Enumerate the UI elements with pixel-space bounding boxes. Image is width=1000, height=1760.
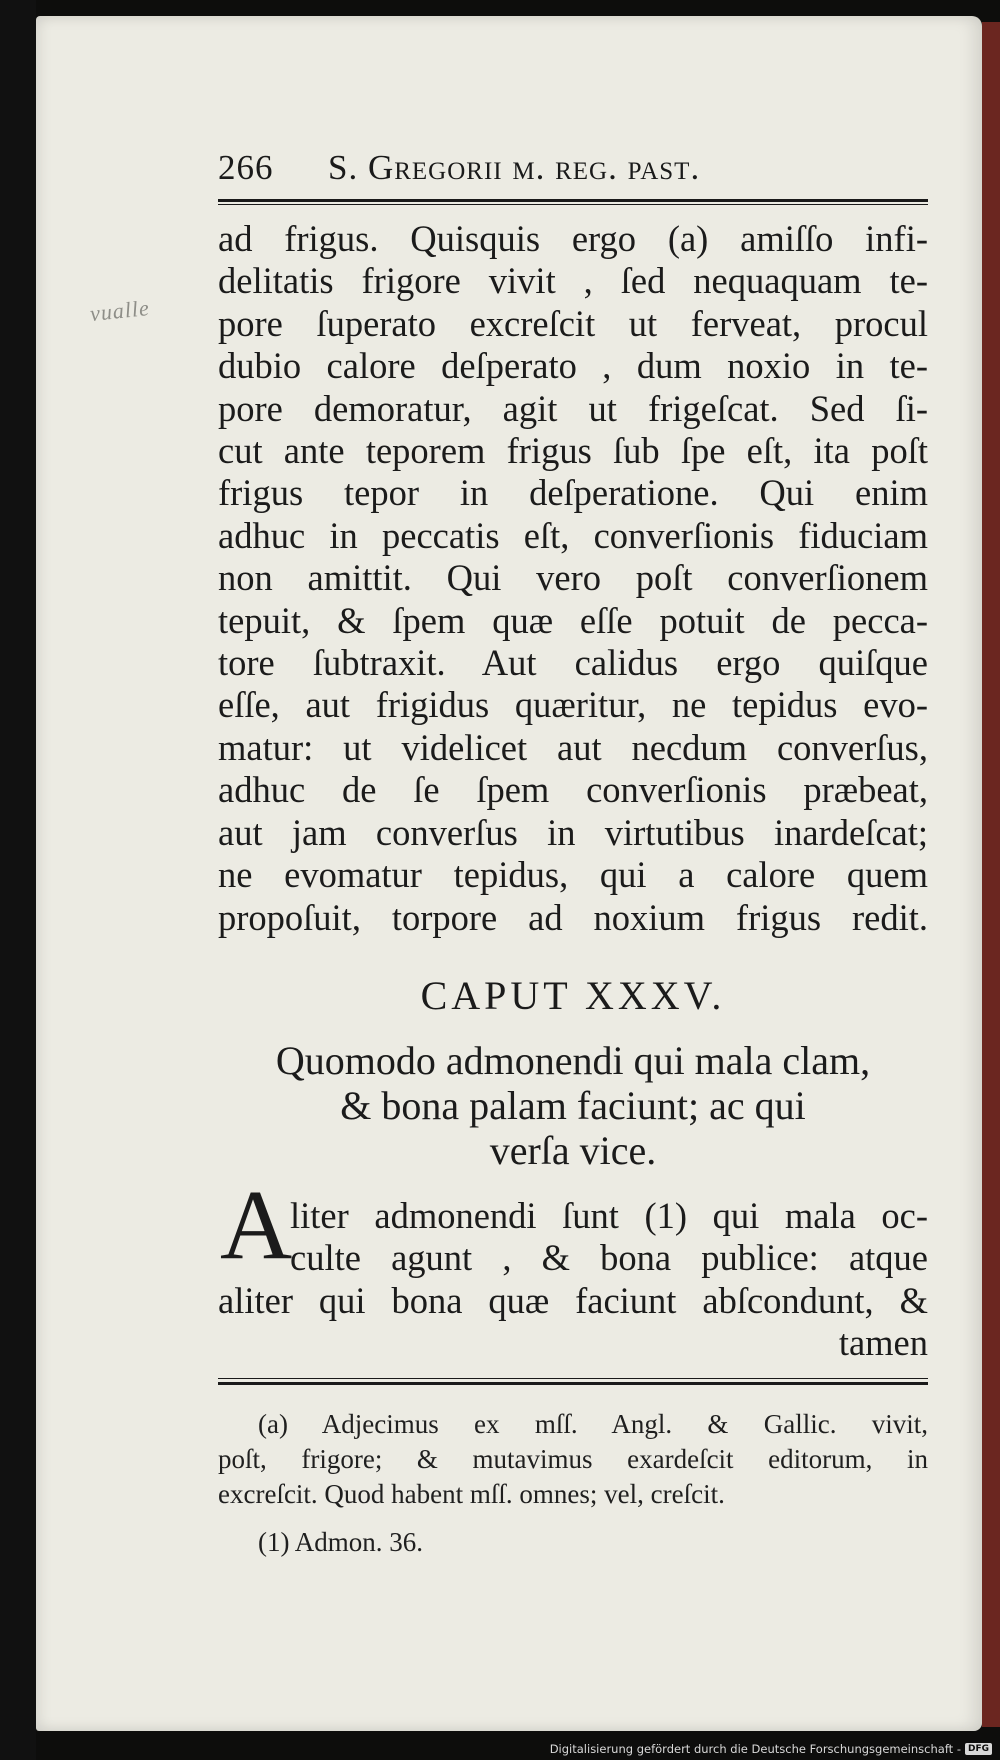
footnote-a	[218, 1407, 928, 1512]
chapter-title: CAPUT XXXV.	[420, 973, 726, 1018]
text-line: cut ante teporem frigus ſub ſpe eſt, ita poſt	[218, 430, 928, 472]
chapter-subtitle	[218, 1038, 928, 1173]
chapter-text-indented	[290, 1195, 928, 1280]
text-line: adhuc de ſe ſpem converſionis præbeat,	[218, 769, 928, 811]
footnote-line: excreſcit. Quod habent mſſ. omnes; vel, creſcit.	[218, 1479, 725, 1509]
footnote-rule	[218, 1382, 928, 1385]
text-line: ne evomatur tepidus, qui a calore quem	[218, 854, 928, 896]
credit-text: Digitalisierung gefördert durch die Deutsche Forschungsgemeinschaft -	[549, 1742, 961, 1756]
text-line: frigus tepor in deſperatione. Qui enim	[218, 472, 928, 514]
margin-annotation: vualle	[88, 294, 151, 327]
text-line: aut jam converſus in virtutibus inardeſcat;	[218, 811, 928, 853]
text-line: pore ſuperato excreſcit ut ferveat, procul	[218, 302, 928, 344]
header-rule-thin	[218, 204, 928, 205]
text-line: adhuc in peccatis eſt, converſionis fiduciam	[218, 514, 928, 556]
page-header	[218, 148, 928, 188]
dfg-logo: DFG	[965, 1743, 992, 1755]
text-line: tore ſubtraxit. Aut calidus ergo quiſque	[218, 642, 928, 684]
text-line: propoſuit, torpore ad noxium frigus redit.	[218, 896, 928, 938]
footnote-line: (a) Adjecimus ex mſſ. Angl. & Gallic. vivit,	[258, 1409, 928, 1439]
footnote-rule-thin	[218, 1378, 928, 1379]
page-number: 266	[218, 148, 274, 187]
digitization-credit	[550, 1742, 992, 1756]
chapter-text	[218, 1280, 928, 1365]
drop-cap: A	[220, 1169, 293, 1280]
book-spine-shadow	[0, 0, 36, 1760]
text-line: non amittit. Qui vero poſt converſionem	[218, 557, 928, 599]
catchword: tamen	[838, 1322, 928, 1364]
text-line: dubio calore deſperato , dum noxio in te-	[218, 345, 928, 387]
running-head: S. Gregorii m. reg. past.	[328, 148, 701, 187]
page-edge-binding	[982, 22, 1000, 1727]
main-text	[218, 218, 928, 939]
footnote-1: (1) Admon. 36.	[258, 1527, 423, 1557]
header-rule	[218, 199, 928, 202]
text-line: matur: ut videlicet aut necdum converſus,	[218, 726, 928, 768]
subtitle-line: verſa vice.	[489, 1128, 657, 1173]
text-line: ad frigus. Quisquis ergo (a) amiſſo infi-	[218, 218, 928, 259]
subtitle-line: & bona palam faciunt; ac qui	[340, 1083, 806, 1128]
text-line: aliter qui bona quæ faciunt abſcondunt, &	[218, 1280, 928, 1321]
text-line: liter admonendi ſunt (1) qui mala oc-	[290, 1195, 928, 1236]
text-line: delitatis frigore vivit , ſed nequaquam te-	[218, 260, 928, 302]
text-line: eſſe, aut frigidus quæritur, ne tepidus evo-	[218, 684, 928, 726]
text-line: culte agunt , & bona publice: atque	[290, 1237, 928, 1279]
footnote-line: poſt, frigore; & mutavimus exardeſcit editorum, in	[218, 1444, 928, 1474]
text-line: pore demoratur, agit ut frigeſcat. Sed ſi-	[218, 387, 928, 429]
text-line: tepuit, & ſpem quæ eſſe potuit de pecca-	[218, 599, 928, 641]
subtitle-line: Quomodo admonendi qui mala clam,	[275, 1038, 871, 1083]
